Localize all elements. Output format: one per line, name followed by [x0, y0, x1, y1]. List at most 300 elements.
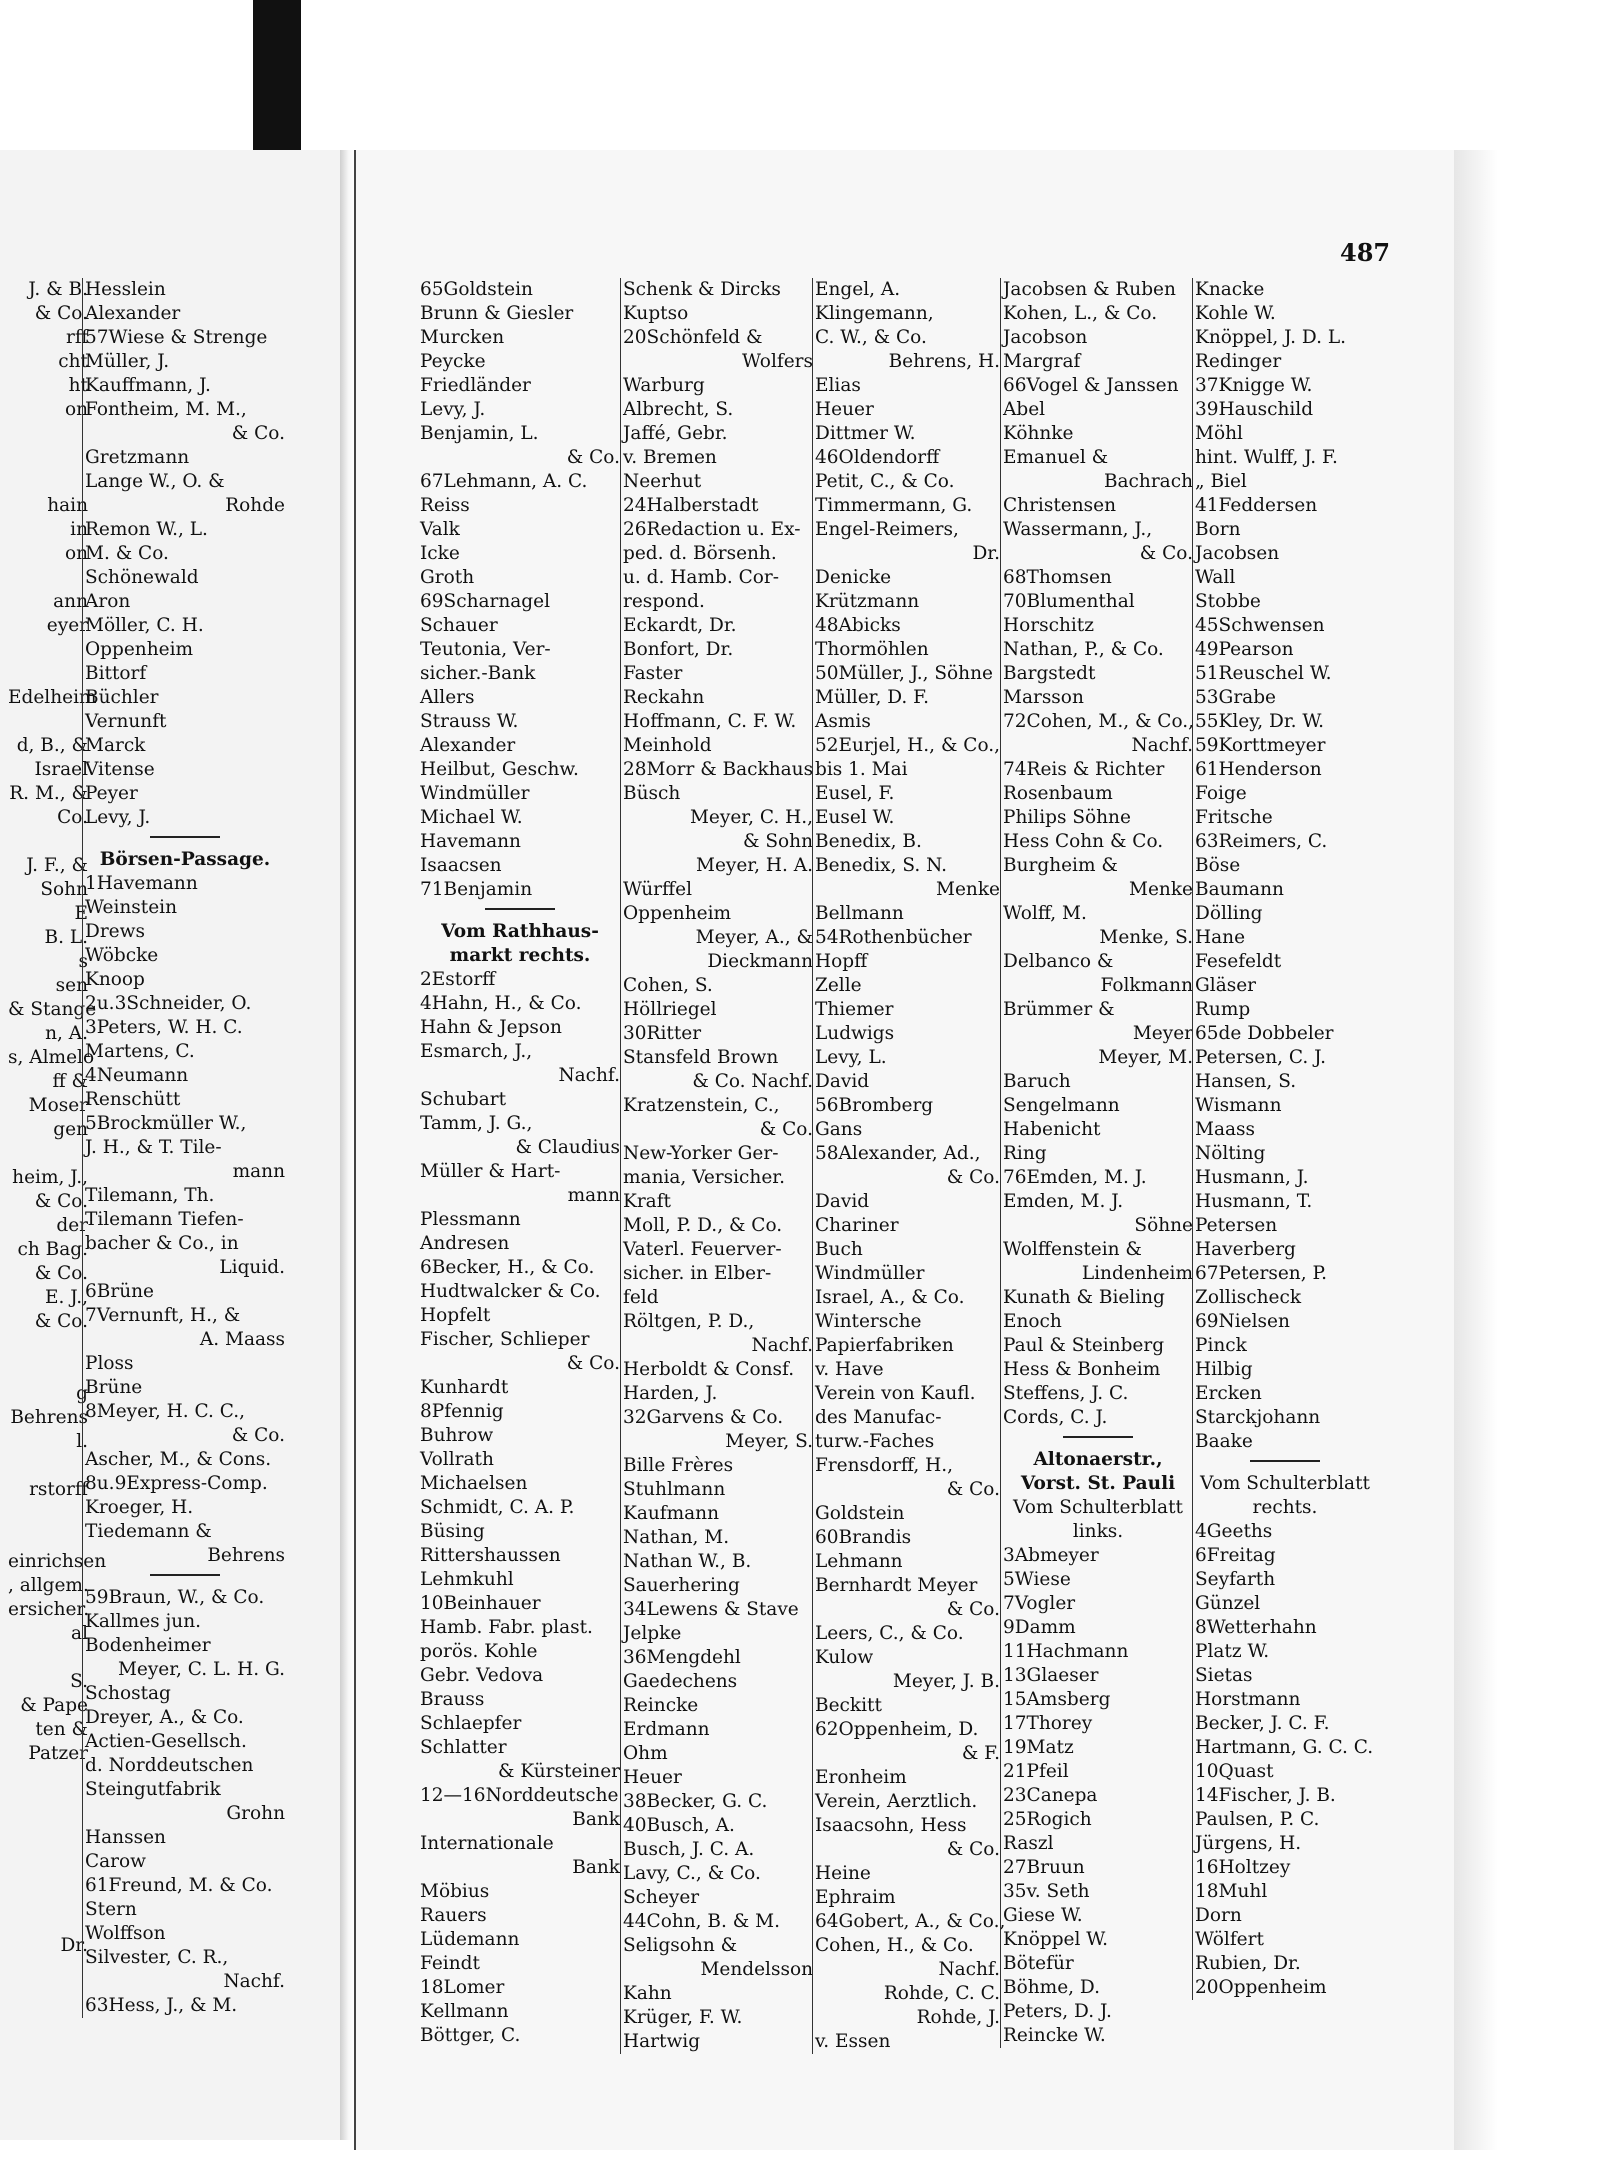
directory-entry: Giese W. — [1003, 1905, 1083, 1926]
directory-entry: Alexander — [85, 303, 181, 324]
directory-entry: Hahn & Jepson — [420, 1017, 562, 1038]
directory-entry: 12—16Norddeutsche — [420, 1785, 619, 1806]
directory-entry: 44Cohn, B. & M. — [623, 1911, 780, 1932]
section-rule — [1195, 1460, 1375, 1472]
directory-entry: E — [74, 903, 88, 924]
directory-entry: Kraft — [623, 1191, 671, 1212]
directory-entry — [8, 1790, 88, 1814]
directory-entry: 7Vernunft, H., & — [85, 1305, 241, 1326]
directory-entry: Dorn — [1195, 1905, 1242, 1926]
directory-entry: Horschitz — [1003, 615, 1094, 636]
page-number: 487 — [1340, 238, 1391, 267]
directory-entry: 37Knigge W. — [1195, 375, 1313, 396]
directory-entry: Starckjohann — [1195, 1407, 1321, 1428]
directory-entry: Edelheim — [8, 687, 97, 708]
directory-entry: 49Pearson — [1195, 639, 1294, 660]
directory-entry: 8Wetterhahn — [1195, 1617, 1317, 1638]
directory-entry: Cords, C. J. — [1003, 1407, 1108, 1428]
directory-entry: Tamm, J. G., — [420, 1113, 533, 1134]
directory-entry: Krützmann — [815, 591, 920, 612]
directory-entry: 55Kley, Dr. W. — [1195, 711, 1325, 732]
directory-entry: Becker, J. C. F. — [1195, 1713, 1330, 1734]
directory-entry: Hudtwalcker & Co. — [420, 1281, 601, 1302]
directory-entry: Brauss — [420, 1689, 485, 1710]
directory-entry: Heuer — [623, 1767, 682, 1788]
directory-entry: 61Freund, M. & Co. — [85, 1875, 273, 1896]
directory-entry: Lange W., O. & — [85, 471, 225, 492]
directory-entry: Levy, J. — [85, 807, 151, 828]
directory-entry: & Sohn — [743, 831, 813, 852]
directory-entry: ped. d. Börsenh. — [623, 543, 777, 564]
directory-entry: Philips Söhne — [1003, 807, 1131, 828]
directory-entry: Dr. — [60, 1935, 88, 1956]
directory-entry: J. H., & T. Tile- — [85, 1137, 222, 1158]
directory-entry: 54Rothenbücher — [815, 927, 972, 948]
directory-entry: E. J., — [44, 1287, 88, 1308]
directory-entry: Nachf. — [1131, 735, 1193, 756]
directory-entry: Vollrath — [420, 1449, 494, 1470]
directory-entry: Würffel — [623, 879, 693, 900]
thumb-index-tab — [253, 0, 301, 150]
section-heading: Vom Rathhaus- — [441, 921, 599, 942]
directory-entry: Internationale — [420, 1833, 554, 1854]
directory-entry: Kohle W. — [1195, 303, 1276, 324]
directory-entry: Delbanco & — [1003, 951, 1114, 972]
directory-entry: Nachf. — [558, 1065, 620, 1086]
directory-entry: Habenicht — [1003, 1119, 1101, 1140]
directory-entry: ch Bag. — [17, 1239, 88, 1260]
directory-entry: 20Schönfeld & — [623, 327, 763, 348]
directory-entry: Fontheim, M. M., — [85, 399, 247, 420]
directory-entry: Rohde — [225, 495, 285, 516]
directory-entry: Bittorf — [85, 663, 147, 684]
directory-entry: Dr. — [972, 543, 1000, 564]
directory-entry: Kauffmann, J. — [85, 375, 211, 396]
directory-entry: Actien-Gesellsch. — [85, 1731, 247, 1752]
directory-entry: Büsch — [623, 783, 681, 804]
directory-entry: Nachf. — [751, 1335, 813, 1356]
directory-entry: Dittmer W. — [815, 423, 916, 444]
directory-entry: Zollischeck — [1195, 1287, 1302, 1308]
directory-entry: , allgem. — [8, 1575, 89, 1596]
directory-entry: 40Busch, A. — [623, 1815, 735, 1836]
directory-entry: 36Mengdehl — [623, 1647, 741, 1668]
directory-entry: Rauers — [420, 1905, 487, 1926]
directory-entry: Christensen — [1003, 495, 1116, 516]
directory-entry: Harden, J. — [623, 1383, 718, 1404]
directory-entry: Beckitt — [815, 1695, 882, 1716]
directory-entry: B. L. — [44, 927, 88, 948]
directory-entry: Windmüller — [815, 1263, 925, 1284]
directory-entry — [8, 1646, 88, 1670]
directory-entry: Marck — [85, 735, 146, 756]
directory-entry: 7Vogler — [1003, 1593, 1076, 1614]
directory-entry: Hoffmann, C. F. W. — [623, 711, 797, 732]
directory-entry: 5Wiese — [1003, 1569, 1071, 1590]
directory-entry: Paul & Steinberg — [1003, 1335, 1165, 1356]
directory-entry: Möbius — [420, 1881, 490, 1902]
directory-entry: Nachf. — [938, 1959, 1000, 1980]
directory-entry: Wölfert — [1195, 1929, 1264, 1950]
directory-entry: 41Feddersen — [1195, 495, 1318, 516]
directory-entry: Böse — [1195, 855, 1241, 876]
directory-entry: & Kürsteiner — [497, 1761, 620, 1782]
directory-entry: cht — [58, 351, 88, 372]
directory-entry: Murcken — [420, 327, 505, 348]
directory-entry: Hopfelt — [420, 1305, 491, 1326]
directory-entry: Frensdorff, H., — [815, 1455, 954, 1476]
directory-entry — [8, 638, 88, 662]
directory-entry: 27Bruun — [1003, 1857, 1085, 1878]
directory-entry: 24Halberstadt — [623, 495, 759, 516]
directory-entry: 8u.9Express-Comp. — [85, 1473, 268, 1494]
directory-entry: bis 1. Mai — [815, 759, 908, 780]
section-heading: Börsen-Passage. — [99, 849, 271, 870]
directory-entry: Schauer — [420, 615, 498, 636]
book-gutter — [340, 150, 354, 2140]
directory-entry: Hane — [1195, 927, 1246, 948]
directory-entry: 2u.3Schneider, O. — [85, 993, 252, 1014]
directory-entry: Menke — [936, 879, 1000, 900]
directory-entry: sicher. in Elber- — [623, 1263, 772, 1284]
directory-entry: 59Korttmeyer — [1195, 735, 1326, 756]
directory-entry: Hartmann, G. C. C. — [1195, 1737, 1374, 1758]
directory-entry: Bille Frères — [623, 1455, 734, 1476]
directory-entry: Timmermann, G. — [815, 495, 973, 516]
directory-entry: Meyer, H. A. — [696, 855, 813, 876]
directory-entry: bacher & Co., in — [85, 1233, 239, 1254]
directory-entry: 3Peters, W. H. C. — [85, 1017, 243, 1038]
directory-entry: 6Brüne — [85, 1281, 154, 1302]
directory-entry: Enoch — [1003, 1311, 1062, 1332]
directory-entry: Seyfarth — [1195, 1569, 1276, 1590]
directory-entry: Moser — [28, 1095, 88, 1116]
directory-entry — [8, 470, 88, 494]
directory-entry: 67Petersen, P. — [1195, 1263, 1328, 1284]
directory-entry: Papierfabriken — [815, 1335, 954, 1356]
directory-entry: Co. — [57, 807, 88, 828]
directory-entry: Lindenheim — [1081, 1263, 1193, 1284]
directory-entry: ht — [68, 375, 88, 396]
directory-entry: Foige — [1195, 783, 1247, 804]
directory-entry: & Co. — [34, 1263, 88, 1284]
directory-entry: Röltgen, P. D., — [623, 1311, 755, 1332]
directory-entry: Menke, S. — [1099, 927, 1193, 948]
directory-entry: Sauerhering — [623, 1575, 740, 1596]
directory-entry: & Co. — [566, 1353, 620, 1374]
directory-entry: heim, J., — [12, 1167, 88, 1188]
directory-entry: & Pape — [20, 1695, 88, 1716]
directory-entry: Söhne — [1134, 1215, 1193, 1236]
directory-entry: eyer — [46, 615, 88, 636]
directory-entry: Höllriegel — [623, 999, 717, 1020]
directory-entry: Michael W. — [420, 807, 523, 828]
directory-entry: Alexander — [420, 735, 516, 756]
directory-entry: Jaffé, Gebr. — [623, 423, 728, 444]
directory-entry: Pinck — [1195, 1335, 1247, 1356]
directory-entry: Jacobsen & Ruben — [1003, 279, 1176, 300]
directory-entry: Nachf. — [223, 1971, 285, 1992]
directory-entry: 69Scharnagel — [420, 591, 551, 612]
directory-entry: Oppenheim — [623, 903, 732, 924]
directory-entry: J. F., & — [26, 855, 88, 876]
directory-entry: Brunn & Giesler — [420, 303, 574, 324]
directory-entry: Erdmann — [623, 1719, 710, 1740]
directory-entry: 30Ritter — [623, 1023, 702, 1044]
directory-entry: porös. Kohle — [420, 1641, 538, 1662]
directory-entry: hint. Wulff, J. F. — [1195, 447, 1338, 468]
directory-entry: Eckardt, Dr. — [623, 615, 737, 636]
directory-entry: Abel — [1003, 399, 1046, 420]
directory-entry: Mendelsson — [700, 1959, 813, 1980]
directory-entry: 10Beinhauer — [420, 1593, 541, 1614]
directory-entry: 69Nielsen — [1195, 1311, 1290, 1332]
directory-entry: Rump — [1195, 999, 1251, 1020]
directory-entry: Sengelmann — [1003, 1095, 1120, 1116]
directory-entry: Meinhold — [623, 735, 712, 756]
directory-entry: Friedländer — [420, 375, 531, 396]
directory-entry: Meyer, A., & — [695, 927, 813, 948]
directory-entry: 51Reuschel W. — [1195, 663, 1332, 684]
directory-entry: Buch — [815, 1239, 863, 1260]
directory-entry — [8, 1862, 88, 1886]
directory-entry: Kratzenstein, C., — [623, 1095, 780, 1116]
directory-entry: g — [76, 1383, 88, 1404]
directory-entry: Hartwig — [623, 2031, 701, 2052]
directory-entry: einrichsen — [8, 1551, 107, 1572]
directory-entry: 13Glaeser — [1003, 1665, 1099, 1686]
directory-entry: v. Essen — [815, 2031, 891, 2052]
directory-entry: 52Eurjel, H., & Co., — [815, 735, 1001, 756]
directory-entry: Elias — [815, 375, 861, 396]
directory-entry: Petit, C., & Co. — [815, 471, 955, 492]
directory-entry: Plessmann — [420, 1209, 521, 1230]
directory-entry: Knoop — [85, 969, 145, 990]
directory-entry — [8, 1526, 88, 1550]
directory-entry: Rittershaussen — [420, 1545, 561, 1566]
directory-entry: l. — [76, 1431, 88, 1452]
directory-entry: Benjamin, L. — [420, 423, 539, 444]
directory-entry: Hanssen — [85, 1827, 166, 1848]
directory-entry: Groth — [420, 567, 475, 588]
directory-entry: Wöbcke — [85, 945, 159, 966]
directory-entry: Verein, Aerztlich. — [815, 1791, 978, 1812]
directory-entry: & Co. — [34, 1311, 88, 1332]
directory-entry: Müller, J. — [85, 351, 170, 372]
directory-entry: Grohn — [226, 1803, 285, 1824]
directory-entry: Peters, D. J. — [1003, 2001, 1112, 2022]
directory-entry: Bonfort, Dr. — [623, 639, 734, 660]
directory-entry: Bank — [572, 1857, 620, 1878]
directory-entry: 4Geeths — [1195, 1521, 1273, 1542]
section-heading: markt rechts. — [449, 945, 591, 966]
directory-entry: rstorff — [29, 1479, 88, 1500]
directory-entry — [8, 1142, 88, 1166]
directory-entry — [8, 422, 88, 446]
directory-entry: Wall — [1195, 567, 1236, 588]
directory-entry: Gläser — [1195, 975, 1257, 996]
directory-entry: Redinger — [1195, 351, 1282, 372]
directory-entry: 21Pfeil — [1003, 1761, 1069, 1782]
directory-entry: Baumann — [1195, 879, 1284, 900]
directory-entry: 11Hachmann — [1003, 1641, 1129, 1662]
directory-entry: Meyer, M. — [1098, 1047, 1193, 1068]
directory-entry: Ploss — [85, 1353, 134, 1374]
directory-entry: Verein von Kaufl. — [815, 1383, 976, 1404]
directory-entry: A. Maass — [199, 1329, 285, 1350]
directory-entry: Brüne — [85, 1377, 143, 1398]
directory-entry: Rohde, C. C. — [883, 1983, 1000, 2004]
directory-entry: Nathan, M. — [623, 1527, 730, 1548]
directory-entry: Levy, J. — [420, 399, 486, 420]
directory-entry: Schenk & Dircks — [623, 279, 781, 300]
directory-entry: & Co. — [946, 1599, 1000, 1620]
directory-entry: Hopff — [815, 951, 868, 972]
directory-entry: al — [71, 1623, 88, 1644]
directory-entry: 10Quast — [1195, 1761, 1274, 1782]
section-rule — [85, 836, 285, 848]
directory-entry: Behrens, H. — [888, 351, 1000, 372]
directory-entry: ersicher. — [8, 1599, 90, 1620]
directory-entry: Esmarch, J., — [420, 1041, 533, 1062]
directory-entry: 76Emden, M. J. — [1003, 1167, 1147, 1188]
directory-entry: 74Reis & Richter — [1003, 759, 1165, 780]
directory-entry: Möller, C. H. — [85, 615, 204, 636]
directory-entry — [8, 1454, 88, 1478]
directory-entry: 67Lehmann, A. C. — [420, 471, 588, 492]
directory-entry: in — [70, 519, 88, 540]
directory-entry: on — [64, 543, 88, 564]
directory-entry: & F. — [961, 1743, 1000, 1764]
directory-entry: Fritsche — [1195, 807, 1273, 828]
directory-entry: hain — [47, 495, 88, 516]
directory-entry: 34Lewens & Stave — [623, 1599, 799, 1620]
directory-entry: Paulsen, P. C. — [1195, 1809, 1320, 1830]
directory-entry: Ascher, M., & Cons. — [85, 1449, 272, 1470]
directory-entry: 19Matz — [1003, 1737, 1074, 1758]
directory-entry: Thormöhlen — [815, 639, 929, 660]
directory-entry: 17Thorey — [1003, 1713, 1093, 1734]
directory-entry: Meyer, S. — [725, 1431, 813, 1452]
directory-entry: Jürgens, H. — [1195, 1833, 1302, 1854]
directory-entry: Oppenheim — [85, 639, 194, 660]
directory-entry: s — [78, 951, 88, 972]
directory-entry: Strauss W. — [420, 711, 519, 732]
directory-entry: Engel-Reimers, — [815, 519, 959, 540]
directory-entry — [8, 1766, 88, 1790]
directory-entry: turw.-Faches — [815, 1431, 935, 1452]
directory-entry: Born — [1195, 519, 1241, 540]
directory-entry: Büchler — [85, 687, 159, 708]
directory-entry: Cohen, H., & Co. — [815, 1935, 974, 1956]
directory-entry: Müller, D. F. — [815, 687, 929, 708]
directory-entry: Hesslein — [85, 279, 166, 300]
directory-column-3 — [812, 278, 1006, 2054]
directory-entry: Levy, L. — [815, 1047, 887, 1068]
directory-entry: 2Estorff — [420, 969, 496, 990]
directory-entry: Knacke — [1195, 279, 1265, 300]
directory-entry — [8, 1886, 88, 1910]
directory-entry: Drews — [85, 921, 145, 942]
directory-entry: 48Abicks — [815, 615, 901, 636]
directory-entry: Fesefeldt — [1195, 951, 1282, 972]
directory-entry: 35v. Seth — [1003, 1881, 1090, 1902]
directory-entry: Böhme, D. — [1003, 1977, 1100, 1998]
directory-entry: & Co. — [231, 423, 285, 444]
directory-entry: 8Meyer, H. C. C., — [85, 1401, 246, 1422]
directory-entry: ten & — [35, 1719, 88, 1740]
directory-entry: 14Fischer, J. B. — [1195, 1785, 1336, 1806]
directory-entry: Denicke — [815, 567, 892, 588]
directory-entry: Allers — [420, 687, 475, 708]
directory-entry: & Co. — [759, 1119, 813, 1140]
directory-entry: Folkmann — [1100, 975, 1193, 996]
directory-entry: Warburg — [623, 375, 705, 396]
directory-entry: & Stange — [8, 999, 97, 1020]
directory-entry: u. d. Hamb. Cor- — [623, 567, 779, 588]
directory-entry: Rohde, J. — [916, 2007, 1000, 2028]
section-heading: Vorst. St. Pauli — [1020, 1473, 1176, 1494]
directory-entry: Kahn — [623, 1983, 672, 2004]
directory-entry: Sietas — [1195, 1665, 1253, 1686]
directory-entry: 5Brockmüller W., — [85, 1113, 247, 1134]
directory-entry — [8, 446, 88, 470]
directory-entry: Albrecht, S. — [623, 399, 734, 420]
directory-entry: 16Holtzey — [1195, 1857, 1291, 1878]
directory-entry: Vitense — [85, 759, 155, 780]
directory-entry: sen — [55, 975, 88, 996]
directory-entry: Köhnke — [1003, 423, 1074, 444]
directory-entry: J. & B. — [28, 279, 88, 300]
directory-entry — [8, 1838, 88, 1862]
directory-entry: 50Müller, J., Söhne — [815, 663, 993, 684]
directory-entry: Stansfeld Brown — [623, 1047, 779, 1068]
directory-entry: v. Have — [815, 1359, 884, 1380]
directory-entry: Margraf — [1003, 351, 1081, 372]
directory-entry: Behrens — [207, 1545, 285, 1566]
section-rule — [1003, 1436, 1193, 1448]
directory-entry: Hamb. Fabr. plast. — [420, 1617, 593, 1638]
section-heading: rechts. — [1252, 1497, 1318, 1518]
directory-entry: 70Blumenthal — [1003, 591, 1135, 612]
directory-entry: mann — [232, 1161, 285, 1182]
directory-entry: David — [815, 1071, 870, 1092]
directory-entry: Icke — [420, 543, 460, 564]
directory-entry: 39Hauschild — [1195, 399, 1314, 420]
directory-entry: Gretzmann — [85, 447, 190, 468]
directory-entry: Isaacsen — [420, 855, 502, 876]
directory-entry: on — [64, 399, 88, 420]
directory-entry: Möhl — [1195, 423, 1243, 444]
directory-entry: Heilbut, Geschw. — [420, 759, 579, 780]
directory-entry: Cohen, S. — [623, 975, 713, 996]
directory-entry — [8, 1502, 88, 1526]
directory-entry: 45Schwensen — [1195, 615, 1325, 636]
directory-entry: Bellmann — [815, 903, 904, 924]
directory-entry: Tilemann Tiefen- — [85, 1209, 244, 1230]
directory-entry: Buhrow — [420, 1425, 494, 1446]
directory-entry: Petersen — [1195, 1215, 1278, 1236]
directory-entry: Reincke W. — [1003, 2025, 1106, 2046]
directory-entry: 25Rogich — [1003, 1809, 1092, 1830]
directory-entry: Eronheim — [815, 1767, 907, 1788]
directory-entry: Benedix, S. N. — [815, 855, 948, 876]
directory-entry: 6Becker, H., & Co. — [420, 1257, 595, 1278]
directory-entry: Nathan W., B. — [623, 1551, 752, 1572]
directory-entry: 62Oppenheim, D. — [815, 1719, 979, 1740]
directory-entry: Fischer, Schlieper — [420, 1329, 590, 1350]
directory-entry: Havemann — [420, 831, 521, 852]
